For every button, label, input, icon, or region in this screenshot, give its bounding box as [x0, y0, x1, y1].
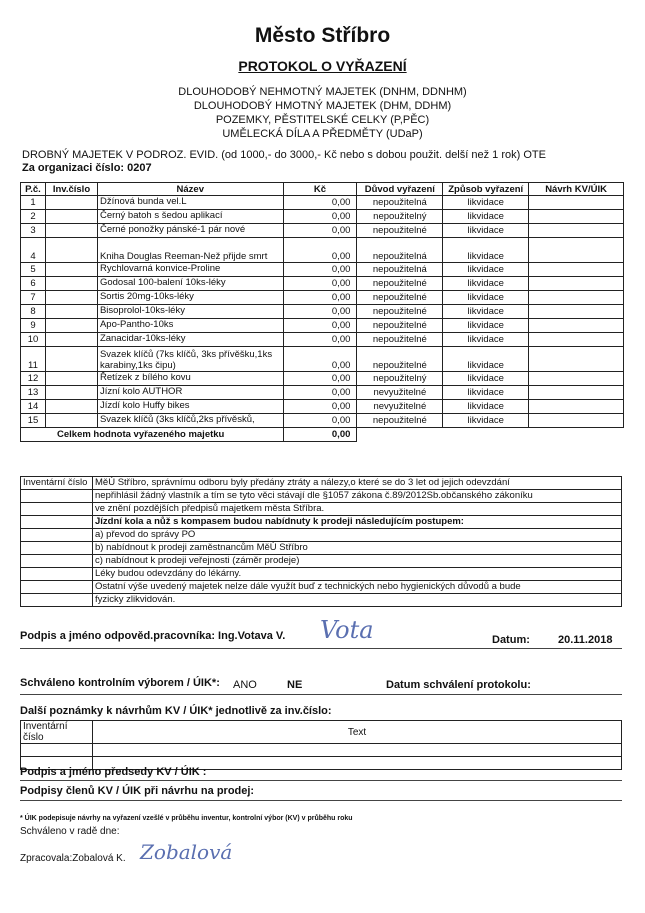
row-proposal: [529, 386, 624, 400]
responsible-signature-label: Podpis a jméno odpověd.pracovníka: Ing.Votava V.: [20, 630, 286, 642]
row-reason: nepoužitelná: [357, 263, 443, 277]
info-text-line: Jízdní kola a nůž s kompasem budou nabídnuty k prodeji následujícím postupem:: [93, 516, 622, 529]
row-proposal: [529, 224, 624, 238]
row-name: Zanacidar-10ks-léky: [97, 333, 283, 347]
row-reason: nepoužitelné: [357, 333, 443, 347]
row-reason: nepoužitelné: [357, 414, 443, 428]
table-row: [21, 224, 624, 238]
row-proposal: [529, 333, 624, 347]
row-inv-number: [45, 305, 97, 319]
table-row: [21, 238, 624, 263]
info-inv-cell: [21, 490, 93, 503]
row-name: Svazek klíčů (3ks klíčů,2ks přívěsků,: [97, 414, 283, 428]
category-line: DLOUHODOBÝ HMOTNÝ MAJETEK (DHM, DDHM): [193, 100, 452, 112]
row-name: Sortis 20mg-10ks-léky: [97, 291, 283, 305]
total-row: [21, 428, 624, 442]
row-name: Godosal 100-balení 10ks-léky: [97, 277, 283, 291]
row-method: likvidace: [443, 277, 529, 291]
row-inv-number: [45, 319, 97, 333]
row-proposal: [529, 347, 624, 372]
info-text-line: Léky budou odevzdány do lékárny.: [93, 568, 622, 581]
notes-col-text: Text: [93, 721, 622, 744]
notes-table: [20, 720, 622, 770]
row-number: 15: [21, 414, 46, 428]
info-inv-cell: [21, 581, 93, 594]
row-inv-number: [45, 263, 97, 277]
info-row: [21, 568, 622, 581]
info-row: [21, 581, 622, 594]
info-inv-cell: [21, 594, 93, 607]
row-reason: nepoužitelná: [357, 196, 443, 210]
further-notes-label: Další poznámky k návrhům KV / ÚIK* jednotlivě za inv.číslo:: [20, 705, 332, 717]
items-table: [20, 182, 624, 442]
row-number: 3: [21, 224, 46, 238]
row-number: 6: [21, 277, 46, 291]
chairman-signature-label: Podpis a jméno předsedy KV / ÚIK :: [20, 766, 207, 778]
row-value: 0,00: [283, 224, 357, 238]
row-method: likvidace: [443, 305, 529, 319]
row-proposal: [529, 291, 624, 305]
row-reason: nepoužitelné: [357, 319, 443, 333]
row-reason: nepoužitelný: [357, 372, 443, 386]
row-value: 0,00: [283, 277, 357, 291]
info-row: [21, 516, 622, 529]
row-proposal: [529, 319, 624, 333]
row-name: Řetízek z bílého kovu: [97, 372, 283, 386]
row-method: likvidace: [443, 238, 529, 263]
table-row: [21, 196, 624, 210]
approval-date-label: Datum schválení protokolu:: [386, 679, 531, 691]
option-ne: NE: [287, 679, 303, 691]
row-name: Svazek klíčů (7ks klíčů, 3ks přívěšku,1ks karabiny,1ks čipu): [97, 347, 283, 372]
signature-votava: Vota: [320, 616, 374, 644]
info-inv-cell: [21, 542, 93, 555]
col-header: Způsob vyřazení: [443, 183, 529, 196]
row-method: likvidace: [443, 210, 529, 224]
row-reason: nepoužitelné: [357, 277, 443, 291]
row-inv-number: [45, 400, 97, 414]
info-inv-header: Inventární číslo: [21, 477, 93, 490]
row-method: likvidace: [443, 196, 529, 210]
info-row: [21, 529, 622, 542]
row-number: 10: [21, 333, 46, 347]
drobny-majetek-line: DROBNÝ MAJETEK V PODROZ. EVID. (od 1000,- do 3000,- Kč nebo s dobou použit. delší než 1 rok) OTE: [22, 149, 546, 161]
protocol-subtitle: PROTOKOL O VYŘAZENÍ: [238, 58, 407, 74]
col-header: Kč: [283, 183, 357, 196]
table-row: [21, 414, 624, 428]
row-inv-number: [45, 291, 97, 305]
footnote: * ÚIK podepisuje návrhy na vyřazení vzešlé v průběhu inventur, kontrolní výbor (KV) v průběhu roku: [20, 815, 353, 822]
approved-by-committee-label: Schváleno kontrolním výborem / ÚIK*:: [20, 677, 220, 689]
row-reason: nepoužitelné: [357, 291, 443, 305]
info-text-line: fyzicky zlikvidován.: [93, 594, 622, 607]
row-name: Apo-Pantho-10ks: [97, 319, 283, 333]
info-inv-cell: [21, 568, 93, 581]
col-header: Návrh KV/ÚIK: [529, 183, 624, 196]
row-reason: nevyužitelné: [357, 386, 443, 400]
row-number: 4: [21, 238, 46, 263]
row-value: 0,00: [283, 386, 357, 400]
row-name: Černé ponožky pánské-1 pár nové: [97, 224, 283, 238]
row-inv-number: [45, 372, 97, 386]
row-reason: nepoužitelné: [357, 224, 443, 238]
row-value: 0,00: [283, 414, 357, 428]
info-inv-cell: [21, 529, 93, 542]
info-row: [21, 490, 622, 503]
row-inv-number: [45, 210, 97, 224]
processed-by-label: Zpracovala:Zobalová K.: [20, 853, 126, 864]
row-proposal: [529, 372, 624, 386]
signature-zobalova: Zobalová: [140, 840, 233, 864]
row-number: 11: [21, 347, 46, 372]
col-header: P.č.: [21, 183, 46, 196]
row-proposal: [529, 238, 624, 263]
info-text-line: a) převod do správy PO: [93, 529, 622, 542]
row-value: 0,00: [283, 196, 357, 210]
table-row: [21, 319, 624, 333]
category-line: UMĚLECKÁ DÍLA A PŘEDMĚTY (UDaP): [222, 128, 423, 140]
table-row: [21, 347, 624, 372]
table-row: [21, 210, 624, 224]
row-method: likvidace: [443, 372, 529, 386]
row-number: 1: [21, 196, 46, 210]
info-text-line: b) nabídnout k prodeji zaměstnancům MěÚ Stříbro: [93, 542, 622, 555]
row-reason: nepoužitelný: [357, 210, 443, 224]
info-row: [21, 503, 622, 516]
table-row: [21, 263, 624, 277]
row-value: 0,00: [283, 372, 357, 386]
row-proposal: [529, 414, 624, 428]
row-reason: nevyužitelné: [357, 400, 443, 414]
table-row: [21, 277, 624, 291]
option-ano: ANO: [233, 679, 257, 691]
row-method: likvidace: [443, 400, 529, 414]
table-header-row: [21, 183, 624, 196]
notes-row: [21, 744, 622, 757]
row-method: likvidace: [443, 333, 529, 347]
row-method: likvidace: [443, 291, 529, 305]
row-proposal: [529, 400, 624, 414]
row-number: 9: [21, 319, 46, 333]
row-proposal: [529, 277, 624, 291]
info-table: [20, 476, 622, 607]
row-value: 0,00: [283, 400, 357, 414]
total-label: Celkem hodnota vyřazeného majetku: [21, 428, 284, 442]
row-method: likvidace: [443, 263, 529, 277]
info-text-line: nepřihlásil žádný vlastník a tím se tyto věci stávají dle §1057 zákona č.89/2012Sb.občanského zákoníku: [93, 490, 622, 503]
row-name: Rychlovarná konvice-Proline: [97, 263, 283, 277]
row-value: 0,00: [283, 305, 357, 319]
category-line: DLOUHODOBÝ NEHMOTNÝ MAJETEK (DNHM, DDNHM): [178, 86, 467, 98]
row-inv-number: [45, 333, 97, 347]
row-inv-number: [45, 224, 97, 238]
row-name: Jízní kolo AUTHOR: [97, 386, 283, 400]
row-value: 0,00: [283, 210, 357, 224]
table-row: [21, 305, 624, 319]
row-method: likvidace: [443, 386, 529, 400]
row-value: 0,00: [283, 291, 357, 305]
row-value: 0,00: [283, 263, 357, 277]
info-text-line: Ostatní výše uvedený majetek nelze dále využít buď z technických nebo hygienických důvodů a bude: [93, 581, 622, 594]
row-number: 2: [21, 210, 46, 224]
row-name: Kniha Douglas Reeman-Než přijde smrt: [97, 238, 283, 263]
info-inv-cell: [21, 503, 93, 516]
col-header: Inv.číslo: [45, 183, 97, 196]
row-number: 14: [21, 400, 46, 414]
row-name: Džínová bunda vel.L: [97, 196, 283, 210]
row-number: 8: [21, 305, 46, 319]
row-value: 0,00: [283, 333, 357, 347]
row-inv-number: [45, 414, 97, 428]
info-text-line: c) nabídnout k prodeji veřejnosti (záměr prodeje): [93, 555, 622, 568]
row-proposal: [529, 210, 624, 224]
row-proposal: [529, 196, 624, 210]
row-value: 0,00: [283, 347, 357, 372]
row-number: 7: [21, 291, 46, 305]
row-number: 13: [21, 386, 46, 400]
row-inv-number: [45, 277, 97, 291]
row-proposal: [529, 305, 624, 319]
row-method: likvidace: [443, 414, 529, 428]
date-value: 20.11.2018: [558, 634, 613, 646]
row-name: Černý batoh s šedou aplikací: [97, 210, 283, 224]
organization-number: Za organizaci číslo: 0207: [22, 162, 152, 174]
row-proposal: [529, 263, 624, 277]
row-value: 0,00: [283, 319, 357, 333]
row-reason: nepoužitelná: [357, 238, 443, 263]
info-row: [21, 594, 622, 607]
approved-council-label: Schváleno v radě dne:: [20, 826, 120, 837]
table-row: [21, 333, 624, 347]
info-text-line: ve znění pozdějších předpisů majetkem města Stříbra.: [93, 503, 622, 516]
row-method: likvidace: [443, 319, 529, 333]
info-row: [21, 477, 622, 490]
row-inv-number: [45, 347, 97, 372]
total-value: 0,00: [283, 428, 357, 442]
table-row: [21, 372, 624, 386]
row-number: 12: [21, 372, 46, 386]
category-line: POZEMKY, PĚSTITELSKÉ CELKY (P,PĚC): [215, 114, 430, 126]
row-name: Jízdí kolo Huffy bikes: [97, 400, 283, 414]
row-method: likvidace: [443, 224, 529, 238]
members-signature-label: Podpisy členů KV / ÚIK při návrhu na prodej:: [20, 785, 255, 797]
notes-col-inv: Inventární číslo: [21, 721, 93, 744]
date-label: Datum:: [492, 634, 530, 646]
table-row: [21, 386, 624, 400]
row-inv-number: [45, 196, 97, 210]
col-header: Název: [97, 183, 283, 196]
row-reason: nepoužitelné: [357, 305, 443, 319]
row-method: likvidace: [443, 347, 529, 372]
row-name: Bisoprolol-10ks-léky: [97, 305, 283, 319]
info-inv-cell: [21, 516, 93, 529]
table-row: [21, 291, 624, 305]
row-number: 5: [21, 263, 46, 277]
page-title: Město Stříbro: [254, 24, 391, 47]
info-row: [21, 555, 622, 568]
row-inv-number: [45, 386, 97, 400]
table-row: [21, 400, 624, 414]
row-inv-number: [45, 238, 97, 263]
notes-header-row: [21, 721, 622, 744]
row-reason: nepoužitelné: [357, 347, 443, 372]
info-row: [21, 542, 622, 555]
col-header: Důvod vyřazení: [357, 183, 443, 196]
info-inv-cell: [21, 555, 93, 568]
row-value: 0,00: [283, 238, 357, 263]
info-text-line: MěÚ Stříbro, správnímu odboru byly předány ztráty a nálezy,o které se do 3 let od jejich odevzdání: [93, 477, 622, 490]
